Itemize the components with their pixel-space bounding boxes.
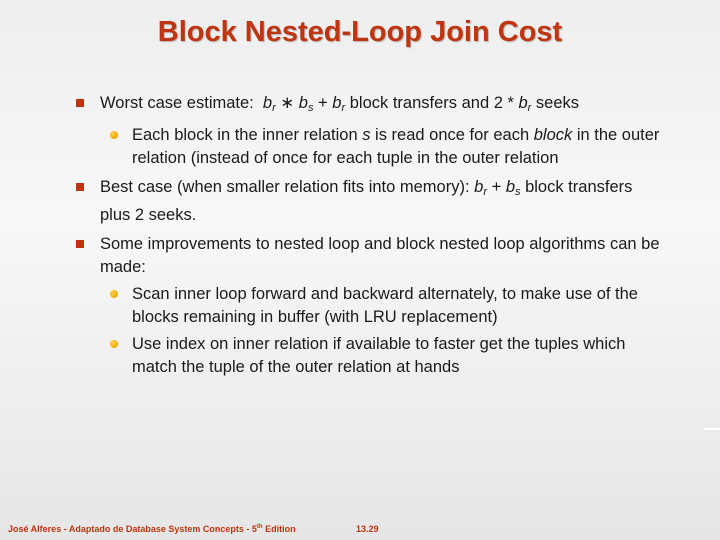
round-bullet-icon — [110, 340, 118, 348]
slide-title: Block Nested-Loop Join Cost — [157, 16, 563, 48]
sub-bullet-index: Use index on inner relation if available to faster get the tuples which match the tuple of the outer relation at hands — [76, 333, 666, 379]
slide-content — [76, 92, 666, 385]
bullet-best-case: Best case (when smaller relation fits into memory): $b_r + b_s$ block transfers plus 2 seeks. — [76, 176, 666, 227]
edge-divider — [704, 428, 720, 430]
square-bullet-icon — [76, 183, 84, 191]
round-bullet-icon — [110, 290, 118, 298]
page-number: 13.29 — [356, 524, 379, 534]
bullet-improvements: Some improvements to nested loop and block nested loop algorithms can be made: — [76, 233, 666, 279]
sub-bullet-scan: Scan inner loop forward and backward alternately, to make use of the blocks remaining in buffer (with LRU replacement) — [76, 283, 666, 329]
footer-credit: José Alferes - Adaptado de Database System Concepts - 5th Edition — [8, 524, 296, 534]
round-bullet-icon — [110, 131, 118, 139]
sub-bullet-each-block: Each block in the inner relation s is read once for each block in the outer relation (instead of once for each tuple in the outer relation — [76, 124, 666, 170]
bullet-worst-case: Worst case estimate: $b_r$ ∗ $b_s + b_r$ block transfers and $2 * b_r$ seeks — [76, 92, 666, 120]
square-bullet-icon — [76, 99, 84, 107]
square-bullet-icon — [76, 240, 84, 248]
